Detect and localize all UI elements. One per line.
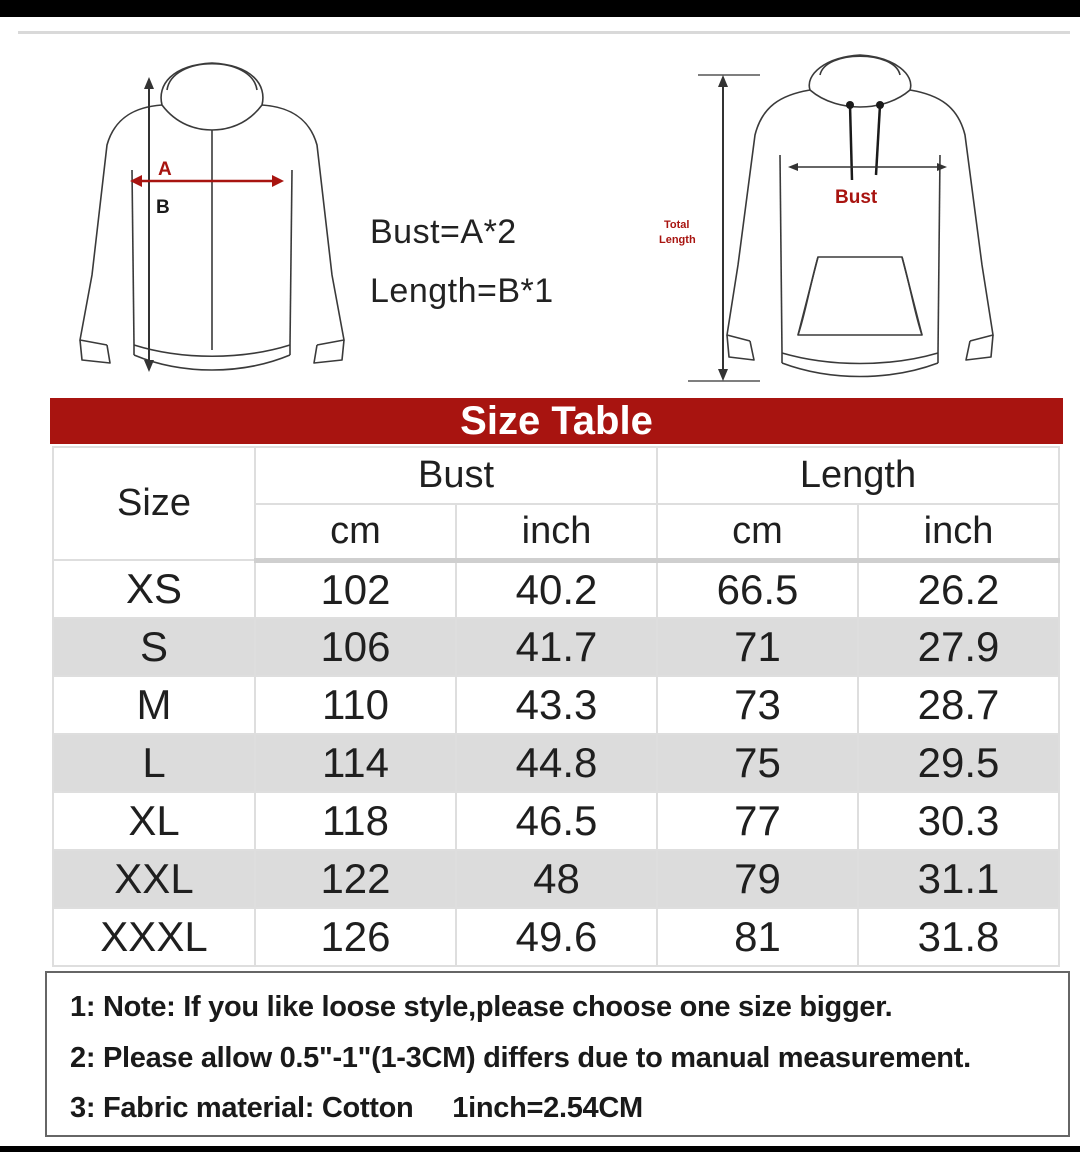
- label-total-length-1: Total: [664, 219, 690, 231]
- table-row: [53, 676, 1059, 734]
- label-total-length-2: Length: [659, 234, 696, 246]
- cell-bust-inch: 46.5: [456, 792, 657, 850]
- cell-size: M: [53, 676, 255, 734]
- size-table-title: Size Table: [50, 398, 1063, 444]
- unit-length-cm: cm: [657, 504, 858, 560]
- note-3: 3: Fabric material: Cotton 1inch=2.54CM: [70, 1092, 643, 1124]
- table-row: [53, 908, 1059, 966]
- size-table: [52, 446, 1060, 967]
- cell-length-cm: 77: [657, 792, 858, 850]
- cell-size: XL: [53, 792, 255, 850]
- cell-length-inch: 29.5: [858, 734, 1059, 792]
- cell-bust-cm: 106: [255, 618, 456, 676]
- cell-length-cm: 81: [657, 908, 858, 966]
- hoodie-outline-right: [650, 45, 1020, 390]
- header-length: Length: [657, 447, 1059, 504]
- cell-bust-cm: 102: [255, 560, 456, 618]
- hoodie-diagram-left: [62, 45, 362, 385]
- header-bust: Bust: [255, 447, 657, 504]
- notes-box: [45, 971, 1070, 1137]
- unit-bust-inch: inch: [456, 504, 657, 560]
- cell-length-inch: 31.1: [858, 850, 1059, 908]
- bottom-black-bar: [0, 1146, 1080, 1152]
- cell-bust-inch: 48: [456, 850, 657, 908]
- cell-size: XXXL: [53, 908, 255, 966]
- cell-length-inch: 26.2: [858, 560, 1059, 618]
- label-b: B: [156, 197, 170, 218]
- cell-length-cm: 79: [657, 850, 858, 908]
- cell-bust-inch: 41.7: [456, 618, 657, 676]
- cell-bust-inch: 49.6: [456, 908, 657, 966]
- cell-length-cm: 75: [657, 734, 858, 792]
- cell-length-inch: 31.8: [858, 908, 1059, 966]
- cell-bust-cm: 126: [255, 908, 456, 966]
- cell-length-inch: 28.7: [858, 676, 1059, 734]
- note-1: 1: Note: If you like loose style,please choose one size bigger.: [70, 991, 893, 1023]
- label-a: A: [158, 159, 172, 180]
- table-row: [53, 792, 1059, 850]
- top-divider: [18, 31, 1070, 34]
- cell-bust-cm: 114: [255, 734, 456, 792]
- hoodie-diagram-right: [650, 45, 1020, 390]
- table-row: [53, 850, 1059, 908]
- cell-bust-cm: 122: [255, 850, 456, 908]
- cell-bust-cm: 110: [255, 676, 456, 734]
- table-row: [53, 734, 1059, 792]
- label-bust: Bust: [835, 187, 878, 208]
- cell-size: S: [53, 618, 255, 676]
- table-row: [53, 618, 1059, 676]
- cell-bust-cm: 118: [255, 792, 456, 850]
- table-row: [53, 560, 1059, 618]
- cell-length-cm: 66.5: [657, 560, 858, 618]
- cell-bust-inch: 44.8: [456, 734, 657, 792]
- cell-size: XS: [53, 560, 255, 618]
- formula-length: Length=B*1: [370, 272, 554, 310]
- cell-bust-inch: 40.2: [456, 560, 657, 618]
- cell-length-cm: 73: [657, 676, 858, 734]
- header-row: [53, 447, 1059, 504]
- top-black-bar: [0, 0, 1080, 17]
- hoodie-outline-left: [62, 45, 362, 385]
- formula-bust: Bust=A*2: [370, 213, 517, 251]
- header-size: Size: [53, 447, 255, 560]
- cell-length-cm: 71: [657, 618, 858, 676]
- cell-length-inch: 27.9: [858, 618, 1059, 676]
- cell-length-inch: 30.3: [858, 792, 1059, 850]
- note-2: 2: Please allow 0.5"-1"(1-3CM) differs due to manual measurement.: [70, 1042, 971, 1074]
- unit-bust-cm: cm: [255, 504, 456, 560]
- cell-size: XXL: [53, 850, 255, 908]
- cell-size: L: [53, 734, 255, 792]
- cell-bust-inch: 43.3: [456, 676, 657, 734]
- unit-length-inch: inch: [858, 504, 1059, 560]
